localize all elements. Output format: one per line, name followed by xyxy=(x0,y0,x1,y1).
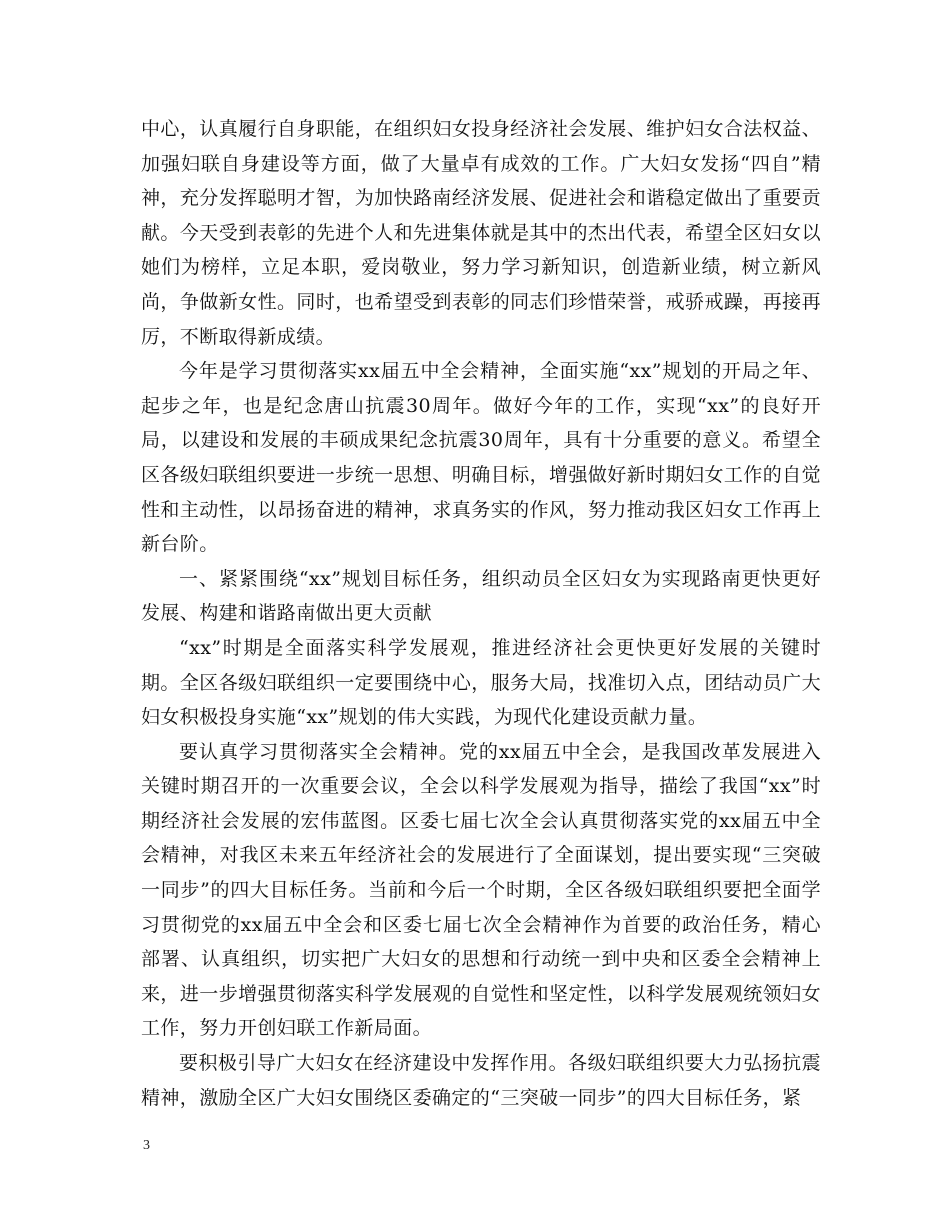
paragraph-continuation: 中心，认真履行自身职能，在组织妇女投身经济社会发展、维护妇女合法权益、加强妇联自身建设等方面，做了大量卓有成效的工作。广大妇女发扬“四自”精神，充分发挥聪明才智，为加快路南经济发展、促进社会和谐稳定做出了重要贡献。今天受到表彰的先进个人和先进集体就是其中的杰出代表，希望全区妇女以她们为榜样，立足本职，爱岗敬业，努力学习新知识，创造新业绩，树立新风尚，争做新女性。同时，也希望受到表彰的同志们珍惜荣誉，戒骄戒躁，再接再厉，不断取得新成绩。 xyxy=(141,118,821,348)
document-body xyxy=(141,112,821,1115)
section-heading: 一、紧紧围绕“xx”规划目标任务，组织动员全区妇女为实现路南更快更好发展、构建和谐路南做出更大贡献 xyxy=(141,567,821,625)
paragraph: 要认真学习贯彻落实全会精神。党的xx届五中全会，是我国改革发展进入关键时期召开的一次重要会议，全会以科学发展观为指导，描绘了我国“xx”时期经济社会发展的宏伟蓝图。区委七届七次全会认真贯彻落实党的xx届五中全会精神，对我区未来五年经济社会的发展进行了全面谋划，提出要实现“三突破一同步”的四大目标任务。当前和今后一个时期，全区各级妇联组织要把全面学习贯彻党的xx届五中全会和区委七届七次全会精神作为首要的政治任务，精心部署、认真组织，切实把广大妇女的思想和行动统一到中央和区委全会精神上来，进一步增强贯彻落实科学发展观的自觉性和坚定性，以科学发展观统领妇女工作，努力开创妇联工作新局面。 xyxy=(141,740,821,1040)
paragraph: 今年是学习贯彻落实xx届五中全会精神，全面实施“xx”规划的开局之年、起步之年，也是纪念唐山抗震30周年。做好今年的工作，实现“xx”的良好开局，以建设和发展的丰硕成果纪念抗震30周年，具有十分重要的意义。希望全区各级妇联组织要进一步统一思想、明确目标，增强做好新时期妇女工作的自觉性和主动性，以昂扬奋进的精神，求真务实的作风，努力推动我区妇女工作再上新台阶。 xyxy=(141,360,821,556)
paragraph: “xx”时期是全面落实科学发展观，推进经济社会更快更好发展的关键时期。全区各级妇联组织一定要围绕中心，服务大局，找准切入点，团结动员广大妇女积极投身实施“xx”规划的伟大实践，为现代化建设贡献力量。 xyxy=(141,636,821,729)
page-number: 3 xyxy=(143,1138,150,1153)
paragraph: 要积极引导广大妇女在经济建设中发挥作用。各级妇联组织要大力弘扬抗震精神，激励全区广大妇女围绕区委确定的“三突破一同步”的四大目标任务，紧 xyxy=(141,1052,821,1109)
